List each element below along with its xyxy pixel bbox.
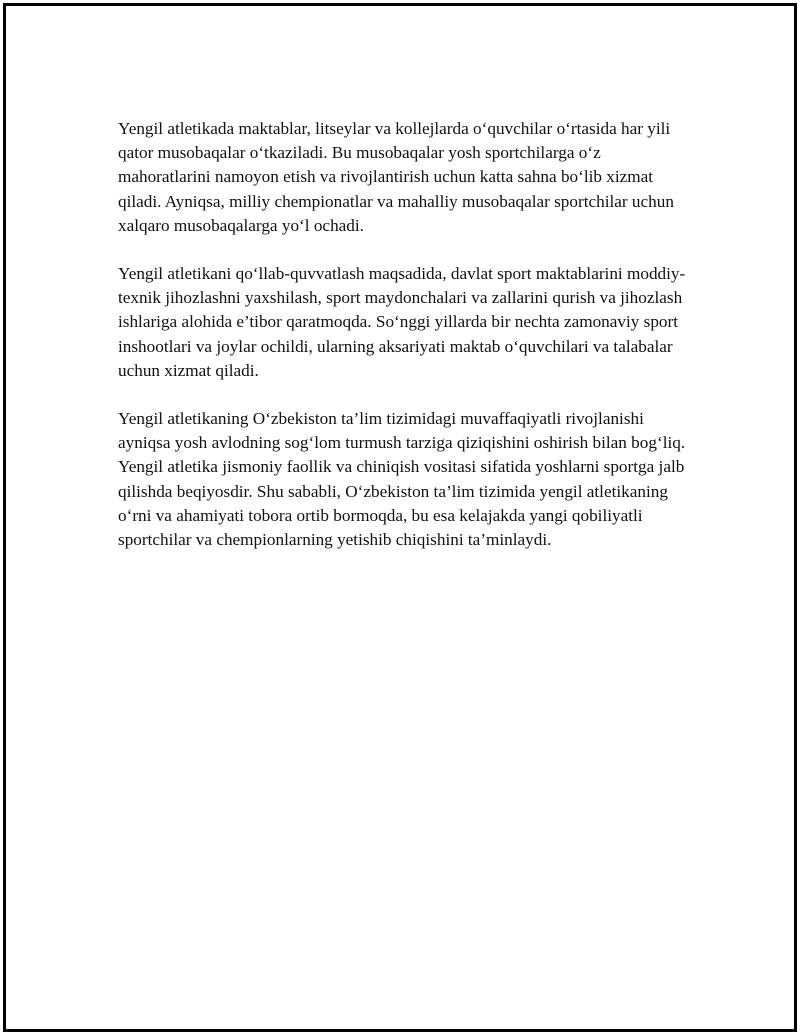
paragraph-1: Yengil atletikada maktablar, litseylar va kollejlarda o‘quvchilar o‘rtasida har yili qator musobaqalar o‘tkaziladi. Bu musobaqalar yosh sportchilarga o‘z mahoratlarini namoyon etish va rivojlantirish uchun katta sahna bo‘lib xizmat qiladi. Ayniqsa, milliy chempionatlar va mahalliy musobaqalar sportchilar uchun xalqaro musobaqalarga yo‘l ochadi. — [118, 119, 674, 235]
paragraph-3: Yengil atletikaning O‘zbekiston ta’lim tizimidagi muvaffaqiyatli rivojlanishi ayniqsa yosh avlodning sog‘lom turmush tarziga qiziqishini oshirish bilan bog‘liq. Yengil atletika jismoniy faollik va chiniqish vositasi sifatida yoshlarni sportga jalb qilishda beqiyosdir. Shu sababli, O‘zbekiston ta’lim tizimida yengil atletikaning o‘rni va ahamiyati tobora ortib bormoqda, bu esa kelajakda yangi qobiliyatli sportchilar va chempionlarning yetishib chiqishini ta’minlaydi. — [118, 409, 686, 550]
paragraph-2: Yengil atletikani qo‘llab-quvvatlash maqsadida, davlat sport maktablarini moddiy-texnik jihozlashni yaxshilash, sport maydonchalari va zallarini qurish va jihozlash ishlariga alohida e’tibor qaratmoqda. So‘nggi yillarda bir nechta zamonaviy sport inshootlari va joylar ochildi, ularning aksariyati maktab o‘quvchilari va talabalar uchun xizmat qiladi. — [118, 264, 686, 380]
document-body — [118, 117, 690, 576]
